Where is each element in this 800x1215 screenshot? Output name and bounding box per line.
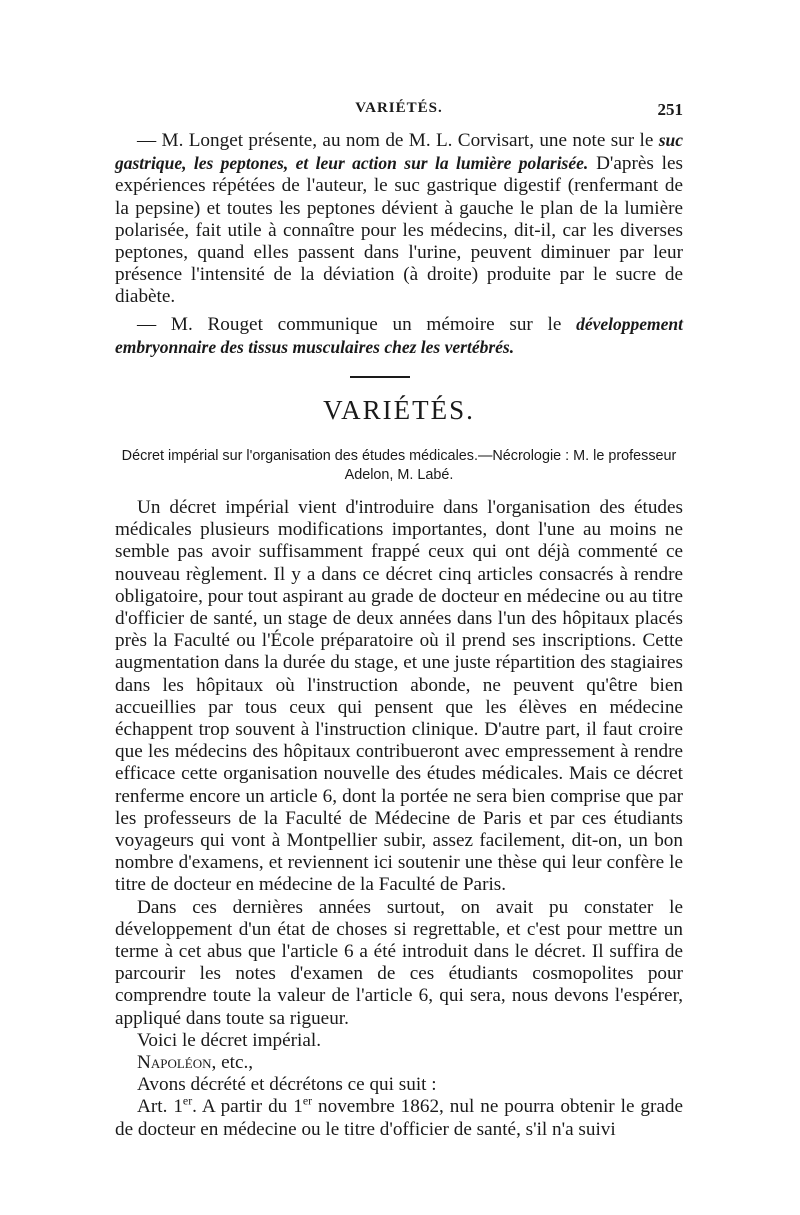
body-paragraph-4 xyxy=(115,1052,683,1074)
section-divider xyxy=(350,376,410,378)
napoleon-rest: , etc., xyxy=(211,1052,254,1074)
section-summary: Décret impérial sur l'organisation des études médicales.—Nécrologie : M. le professeur Adelon, M. Labé. xyxy=(121,448,677,483)
article-sup-2: er xyxy=(302,1094,313,1109)
article-sup: er xyxy=(182,1094,193,1109)
body-paragraph-1: Un décret impérial vient d'introduire dans l'organisation des études médicales plusieurs modifications importantes, dont l'une au moins ne semble pas avoir suffisamment frappé ceux qui ont déjà commenté ce nouveau règlement. Il y a dans ce décret cinq articles consacrés à rendre obligatoire, pour tout aspirant au grade de docteur en médecine ou au titre d'officier de santé, un stage de deux années dans l'un des hôpitaux placés près la Faculté ou l'École préparatoire où il prend ses inscriptions. Cette augmentation dans la durée du stage, et une juste répartition des stagiaires dans les hôpitaux où l'instruction abonde, ne peuvent qu'être bien accueillies par tous ceux qui pensent que les élèves en médecine échappent trop souvent à l'instruction clinique. D'autre part, il faut croire que les médecins des hôpitaux contribueront avec empressement à rendre efficace cette organisation nouvelle des études médicales. Mais ce décret renferme encore un article 6, dont la portée ne sera bien comprise que par les professeurs de la Faculté de Médecine de Paris et par ces étudiants voyageurs qui vont à Montpellier subir, assez facilement, dit-on, un bon nombre d'examens, et reviennent ici soutenir une thèse qui leur confère le titre de docteur en médecine de la Faculté de Paris. xyxy=(115,497,683,896)
longet-lead: — M. Longet présente, au nom de M. L. Corvisart, une note sur le xyxy=(137,130,659,151)
running-title: VARIÉTÉS. xyxy=(355,100,443,116)
rouget-italic-title: développement embryonnaire des tissus musculaires chez les vertébrés. xyxy=(115,314,683,358)
running-header xyxy=(115,100,683,124)
section-title: VARIÉTÉS. xyxy=(323,395,475,425)
longet-text: D'après les expériences répétées de l'auteur, le suc gastrique digestif (renfermant de la pepsine) et toutes les peptones dévient à gauche le plan de la lumière polarisée, fait utile à connaître pour les médecins, dit-il, car les diverses peptones, quand elles passent dans l'urine, peuvent diminuer par leur présence l'intensité de la déviation (à droite) produite par le sucre de diabète. xyxy=(115,153,683,308)
body-paragraph-5: Avons décrété et décrétons ce qui suit : xyxy=(137,1074,437,1096)
longet-italic-title: suc gastrique, les peptones, et leur action sur la lumière polarisée. xyxy=(115,130,683,174)
longet-paragraph xyxy=(115,129,683,309)
article-text: novembre 1862, nul ne pourra obtenir le grade de docteur en médecine ou le titre d'officier de santé, s'il n'a suivi xyxy=(115,1096,684,1140)
article-1 xyxy=(115,1096,683,1140)
body-paragraph-3: Voici le décret impérial. xyxy=(137,1029,321,1051)
rouget-paragraph xyxy=(115,313,683,359)
page-number: 251 xyxy=(657,100,683,119)
article-label: Art. 1 xyxy=(137,1096,183,1118)
section-body xyxy=(115,497,683,1141)
body-paragraph-2: Dans ces dernières années surtout, on avait pu constater le développement d'un état de choses si regrettable, et c'est pour mettre un terme à cet abus que l'article 6 a été introduit dans le décret. Il suffira de parcourir les notes d'examen de ces étudiants cosmopolites pour comprendre toute la valeur de l'article 6, qui sera, nous devons l'espérer, appliqué dans toute sa rigueur. xyxy=(115,896,683,1029)
napoleon-name: Napoléon xyxy=(137,1052,212,1074)
rouget-lead: — M. Rouget communique un mémoire sur le xyxy=(137,314,577,335)
article-mid: . A partir du 1 xyxy=(192,1096,303,1118)
